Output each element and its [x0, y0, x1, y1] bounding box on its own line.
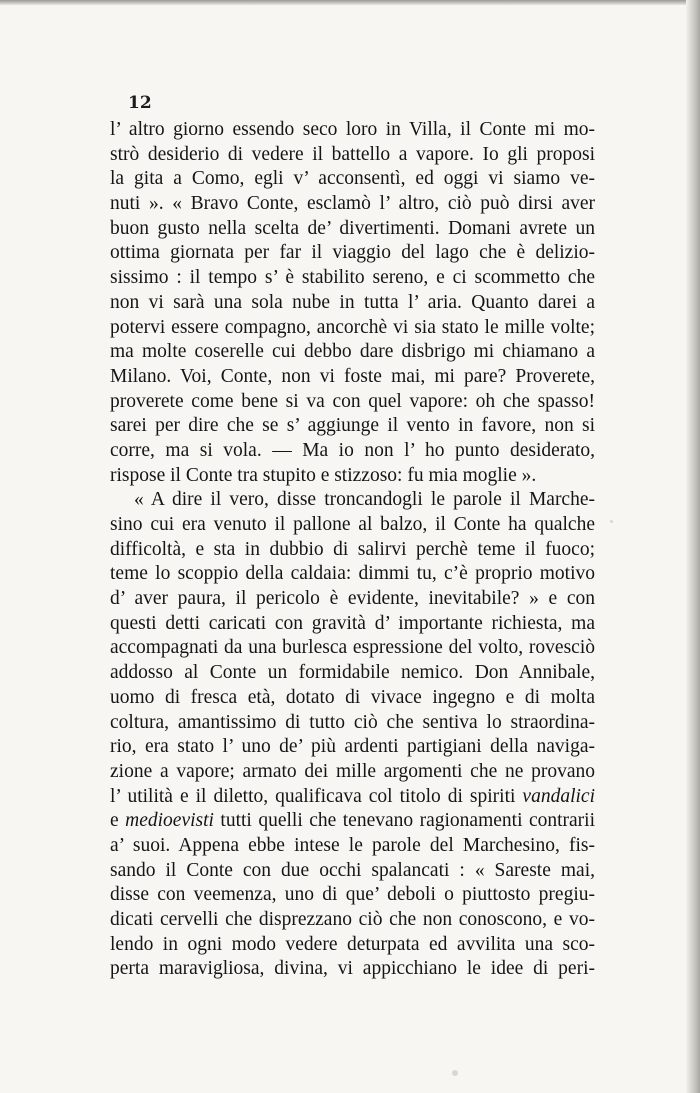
- italic-word: vandalici: [522, 785, 595, 807]
- text-line: ottima giornata per far il viaggio del lago che è delizio-: [110, 242, 595, 264]
- text-line: addosso al Conte un formidabile nemico. Don Annibale,: [110, 662, 595, 684]
- text-line: non vi sarà una sola nube in tutta l’ aria. Quanto darei a: [110, 291, 595, 313]
- text-line: potervi essere compagno, ancorchè vi sia stato le mille volte;: [110, 316, 595, 338]
- text-line: Milano. Voi, Conte, non vi foste mai, mi pare? Proverete,: [110, 365, 595, 387]
- text-line: l’ utilità e il diletto, qualificava col titolo di spiriti vandalici: [110, 785, 595, 807]
- text-line: difficoltà, e sta in dubbio di salirvi perchè teme il fuoco;: [110, 538, 595, 560]
- text-line: nuti ». « Bravo Conte, esclamò l’ altro, ciò può dirsi aver: [110, 193, 595, 215]
- text-line: a’ suoi. Appena ebbe intese le parole del Marchesino, fis-: [110, 834, 595, 856]
- text-line: « A dire il vero, disse troncandogli le parole il Marche-: [134, 489, 595, 511]
- text-line: sino cui era venuto il pallone al balzo, il Conte ha qualche: [110, 514, 595, 535]
- text-line: e medioevisti tutti quelli che tenevano ragionamenti contrarii: [110, 810, 596, 832]
- paper-stain: [610, 520, 613, 523]
- text-line: rispose il Conte tra stupito e stizzoso: fu mia moglie ».: [110, 464, 537, 486]
- text-line: l’ altro giorno essendo seco loro in Villa, il Conte mi mo-: [110, 119, 595, 140]
- text-line: sarei per dire che se s’ aggiunge il vento in favore, non si: [110, 415, 595, 437]
- text-line: uomo di fresca età, dotato di vivace ingegno e di molta: [110, 686, 595, 708]
- italic-word: medioevisti: [125, 810, 214, 832]
- text-line: buon gusto nella scelta de’ divertimenti. Domani avrete un: [110, 217, 595, 239]
- page-top-edge: [0, 0, 700, 5]
- page-binding-edge: [686, 0, 700, 1093]
- text-line: zione a vapore; armato dei mille argomenti che ne provano: [110, 760, 595, 782]
- text-line: sando il Conte con due occhi spalancati : « Sareste mai,: [110, 859, 595, 881]
- page-number: 12: [128, 93, 152, 113]
- text-line: lendo in ogni modo vedere deturpata ed avvilita una sco-: [110, 933, 595, 955]
- text-line: questi detti caricati con gravità d’ importante richiesta, ma: [110, 612, 595, 634]
- text-line: disse con veemenza, uno di que’ deboli o piuttosto pregiu-: [110, 884, 595, 906]
- text-line: sissimo : il tempo s’ è stabilito sereno, e ci scommetto che: [110, 267, 595, 289]
- text-line: ma molte coserelle cui debbo dare disbrigo mi chiamano a: [110, 341, 595, 363]
- text-line: accompagnati da una burlesca espressione del volto, rovesciò: [110, 637, 595, 659]
- text-line: corre, ma si vola. — Ma io non l’ ho punto desiderato,: [110, 439, 595, 461]
- text-line: d’ aver paura, il pericolo è evidente, inevitabile? » e con: [110, 588, 595, 610]
- text-line: strò desiderio di vedere il battello a vapore. Io gli proposi: [110, 143, 595, 165]
- text-line: teme lo scoppio della caldaia: dimmi tu, c’è proprio motivo: [110, 563, 595, 585]
- text-line: coltura, amantissimo di tutto ciò che sentiva lo straordina-: [110, 711, 595, 733]
- text-line: dicati cervelli che disprezzano ciò che non conoscono, e vo-: [110, 909, 595, 930]
- body-text: [110, 118, 595, 982]
- text-line: proverete come bene si va con quel vapore: oh che spasso!: [110, 390, 595, 412]
- paper-stain: [452, 1070, 458, 1076]
- text-line: la gita a Como, egli v’ acconsentì, ed oggi vi siamo ve-: [110, 168, 595, 190]
- text-line: rio, era stato l’ uno de’ più ardenti partigiani della naviga-: [110, 736, 595, 758]
- text-line: perta maravigliosa, divina, vi appicchiano le idee di peri-: [110, 958, 595, 980]
